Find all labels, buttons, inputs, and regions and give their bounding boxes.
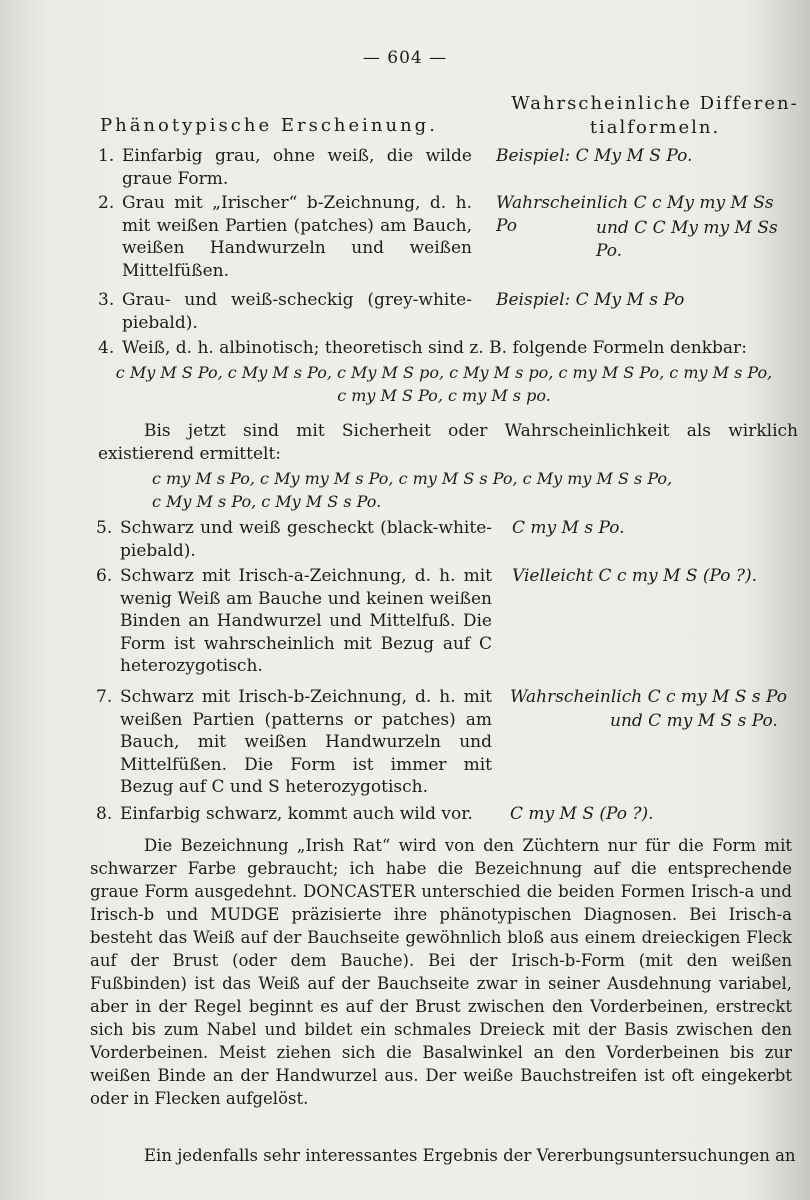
body-paragraph: Die Bezeichnung „Irish Rat“ wird von den Züchtern nur für die Form mit schwarzer Farbe gebraucht; ich habe die Bezeichnung auf die entsprechende graue Form ausgedehnt. DONCASTER unterschied die beiden Formen Irisch-a und Irisch-b und MUDGE präzisierte ihre phänotypischen Diagnosen. Bei Irisch-a besteht das Weiß auf der Bauchseite gewöhnlich bloß aus einem dreieckigen Fleck auf der Brust (oder dem Bauche). Bei der Irisch-b-Form (mit den weißen Fußbinden) ist das Weiß auf der Bauchseite zwar in seiner Ausdehnung variabel, aber in der Regel beginnt es auf der Brust zwischen den Vorderbeinen, erstreckt sich bis zum Nabel und bildet ein schmales Dreieck mit der Basis zwischen den Vorderbeinen. Meist ziehen sich die Basalwinkel an den Vorderbeinen bis zur weißen Binde an der Handwurzel aus. Der weiße Bauchstreifen ist oft eingekerbt oder in Flecken aufgelöst. (90, 836, 792, 1108)
item-description: Einfarbig grau, ohne weiß, die wilde graue Form. (122, 146, 472, 189)
item-formula: C my M S (Po ?). (510, 804, 654, 824)
item-description: Grau mit „Irischer“ b-Zeichnung, d. h. mit weißen Partien (patches) am Bauch, weißen Handwurzeln und weißen Mittelfüßen. (122, 193, 472, 281)
item-formula: C my M s Po. (512, 518, 625, 538)
item-number: 6. (96, 566, 113, 586)
item-number: 1. (98, 146, 115, 166)
established-intro: Bis jetzt sind mit Sicherheit oder Wahrscheinlichkeit als wirklich existierend ermittelt: (98, 421, 798, 464)
item-description: Schwarz und weiß gescheckt (black-white-piebald). (120, 518, 492, 561)
item-description: Einfarbig schwarz, kommt auch wild vor. (120, 804, 473, 824)
page-number: — 604 — (362, 48, 448, 68)
item-formula: Vielleicht C c my M S (Po ?). (512, 566, 758, 586)
item-number: 8. (96, 804, 113, 824)
formula-line: c my M S Po, c my M s po. (337, 386, 551, 405)
formula-line: c My M s Po, c My M S s Po. (152, 492, 382, 511)
formula-line: c my M s Po, c My my M s Po, c my M S s Po, c My my M S s Po, (152, 469, 673, 488)
item-formula-alt: und C C My my M Ss Po. (596, 218, 778, 261)
item-formula: Wahrscheinlich C c My my M Ss Po (496, 193, 774, 236)
item-description: Schwarz mit Irisch-b-Zeichnung, d. h. mit weißen Partien (patterns or patches) am Bauch, mit weißen Handwurzeln und Mittelfüßen. Die Form ist immer mit Bezug auf C und S heterozygotisch. (120, 687, 492, 797)
item-description: Schwarz mit Irisch-a-Zeichnung, d. h. mit wenig Weiß am Bauche und keinen weißen Binden an Handwurzel und Mittelfuß. Die Form ist wahrscheinlich mit Bezug auf C heterozygotisch. (120, 566, 492, 676)
item-number: 2. (98, 193, 115, 213)
item-formula: Wahrscheinlich C c my M S s Po (510, 687, 788, 707)
item-description: Weiß, d. h. albinotisch; theoretisch sind z. B. folgende Formeln denkbar: (122, 338, 747, 358)
formula-line: c My M S Po, c My M s Po, c My M S po, c My M s po, c my M S Po, c my M s Po, (115, 363, 773, 382)
item-formula-alt: und C my M S s Po. (610, 711, 778, 731)
column-header-formulas: Wahrscheinliche Differen-tialformeln. (511, 93, 799, 138)
item-number: 3. (98, 290, 115, 310)
item-formula: Beispiel: C My M S Po. (496, 146, 693, 166)
item-number: 4. (98, 338, 115, 358)
body-paragraph: Ein jedenfalls sehr interessantes Ergebnis der Vererbungsuntersuchungen an (144, 1146, 796, 1165)
item-formula: Beispiel: C My M s Po (496, 290, 685, 310)
column-header-phenotype: Phänotypische Erscheinung. (100, 115, 438, 136)
item-number: 7. (96, 687, 113, 707)
item-number: 5. (96, 518, 113, 538)
item-description: Grau- und weiß-scheckig (grey-white-piebald). (122, 290, 472, 333)
